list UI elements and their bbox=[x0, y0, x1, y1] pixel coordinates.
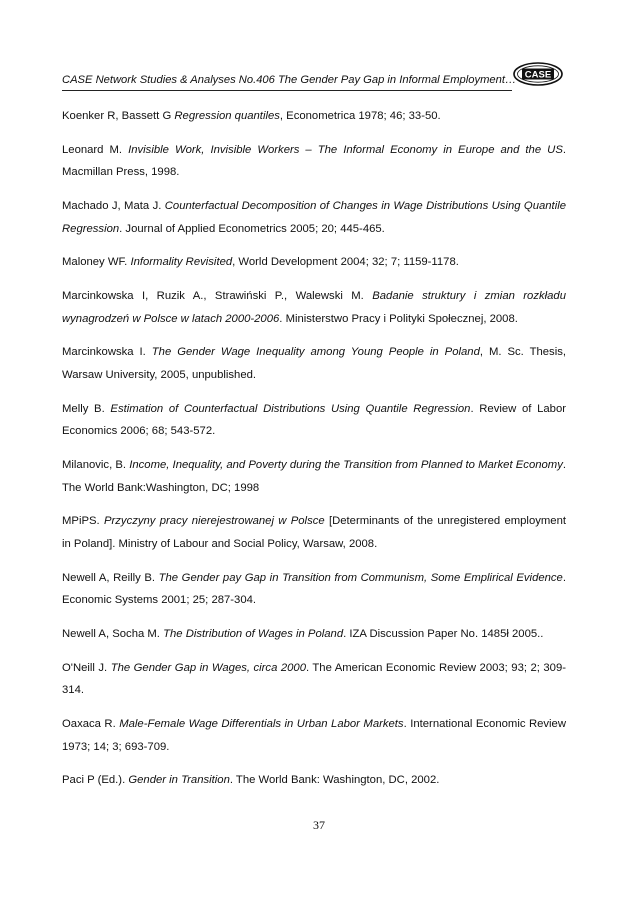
header-rule bbox=[62, 90, 512, 91]
reference-authors: Paci P (Ed.). bbox=[62, 774, 129, 787]
reference-title: Badanie struktury i zmian rozkładu wynagrodzeń w Polsce w latach 2000-2006 bbox=[62, 290, 566, 325]
case-logo-text: CASE bbox=[524, 69, 552, 81]
reference-authors: O'Neill J. bbox=[62, 661, 111, 674]
reference-authors: Machado J, Mata J. bbox=[62, 200, 165, 213]
reference-authors: Milanovic, B. bbox=[62, 459, 130, 472]
reference-source: . The World Bank: Washington, DC, 2002. bbox=[229, 774, 440, 787]
reference-item bbox=[62, 285, 566, 330]
reference-source: , World Development 2004; 32; 7; 1159-1178. bbox=[232, 256, 459, 269]
reference-title: Gender in Transition bbox=[128, 774, 230, 787]
reference-title: The Gender pay Gap in Transition from Communism, Some Emplirical Evidence bbox=[158, 571, 563, 584]
reference-source: . Journal of Applied Econometrics 2005; 20; 445-465. bbox=[119, 222, 385, 235]
reference-item bbox=[62, 139, 566, 184]
reference-item bbox=[62, 769, 566, 792]
reference-source: . Ministerstwo Pracy i Polityki Społecznej, 2008. bbox=[279, 312, 518, 325]
reference-authors: Maloney WF. bbox=[62, 256, 131, 269]
reference-title: Estimation of Counterfactual Distributions Using Quantile Regression bbox=[110, 402, 471, 415]
reference-title: The Distribution of Wages in Poland bbox=[163, 627, 344, 640]
reference-item bbox=[62, 341, 566, 386]
reference-authors: Newell A, Reilly B. bbox=[62, 571, 159, 584]
reference-title: Counterfactual Decomposition of Changes in Wage Distributions Using Quantile Regression bbox=[62, 200, 566, 235]
reference-title: Przyczyny pracy nierejestrowanej w Polsce bbox=[103, 515, 325, 528]
reference-authors: Melly B. bbox=[62, 402, 111, 415]
reference-source: . International Economic Review 1973; 14; 3; 693-709. bbox=[62, 718, 566, 753]
reference-source: . Macmillan Press, 1998. bbox=[62, 143, 566, 179]
reference-item bbox=[62, 195, 566, 240]
reference-list bbox=[62, 105, 566, 803]
reference-source: [Determinants of the unregistered employment in Poland]. Ministry of Labour and Social Policy, Warsaw, 2008. bbox=[62, 515, 566, 550]
reference-source: , Econometrica 1978; 46; 33-50. bbox=[279, 110, 441, 122]
reference-item bbox=[62, 657, 566, 702]
reference-title: The Gender Gap in Wages, circa 2000 bbox=[110, 661, 306, 674]
reference-item bbox=[62, 567, 566, 612]
reference-authors: MPiPS. bbox=[62, 515, 104, 528]
reference-source: . IZA Discussion Paper No. 1485ł 2005.. bbox=[343, 627, 544, 640]
reference-item bbox=[62, 713, 566, 758]
reference-source: . Economic Systems 2001; 25; 287-304. bbox=[62, 571, 566, 607]
reference-source: . Review of Labor Economics 2006; 68; 543-572. bbox=[62, 402, 566, 438]
reference-title: Regression quantiles bbox=[174, 110, 280, 122]
reference-item bbox=[62, 398, 566, 443]
reference-title: Invisible Work, Invisible Workers – The Informal Economy in Europe and the US bbox=[128, 143, 563, 156]
reference-title: Income, Inequality, and Poverty during the Transition from Planned to Market Economy bbox=[129, 459, 563, 472]
reference-authors: Koenker R, Bassett G bbox=[62, 110, 175, 122]
reference-title: Male-Female Wage Differentials in Urban Labor Markets bbox=[119, 718, 404, 731]
reference-item bbox=[62, 454, 566, 499]
reference-authors: Marcinkowska I, Ruzik A., Strawiński P., Walewski M. bbox=[62, 290, 373, 303]
reference-title: The Gender Wage Inequality among Young People in Poland bbox=[151, 346, 480, 359]
running-header: CASE Network Studies & Analyses No.406 The Gender Pay Gap in Informal Employment… bbox=[62, 74, 517, 86]
reference-item bbox=[62, 251, 566, 274]
reference-item bbox=[62, 510, 566, 555]
case-logo bbox=[511, 60, 565, 88]
page-number: 37 bbox=[313, 818, 325, 832]
reference-item bbox=[62, 105, 566, 128]
reference-source: . The World Bank:Washington, DC; 1998 bbox=[62, 459, 566, 494]
reference-authors: Leonard M. bbox=[62, 143, 129, 156]
reference-item bbox=[62, 623, 566, 646]
reference-source: . The American Economic Review 2003; 93; 2; 309-314. bbox=[62, 661, 567, 697]
reference-source: , M. Sc. Thesis, Warsaw University, 2005, unpublished. bbox=[62, 346, 566, 381]
reference-title: Informality Revisited bbox=[130, 256, 233, 269]
reference-authors: Oaxaca R. bbox=[62, 718, 120, 731]
reference-authors: Marcinkowska I. bbox=[62, 346, 152, 359]
reference-authors: Newell A, Socha M. bbox=[62, 627, 164, 640]
